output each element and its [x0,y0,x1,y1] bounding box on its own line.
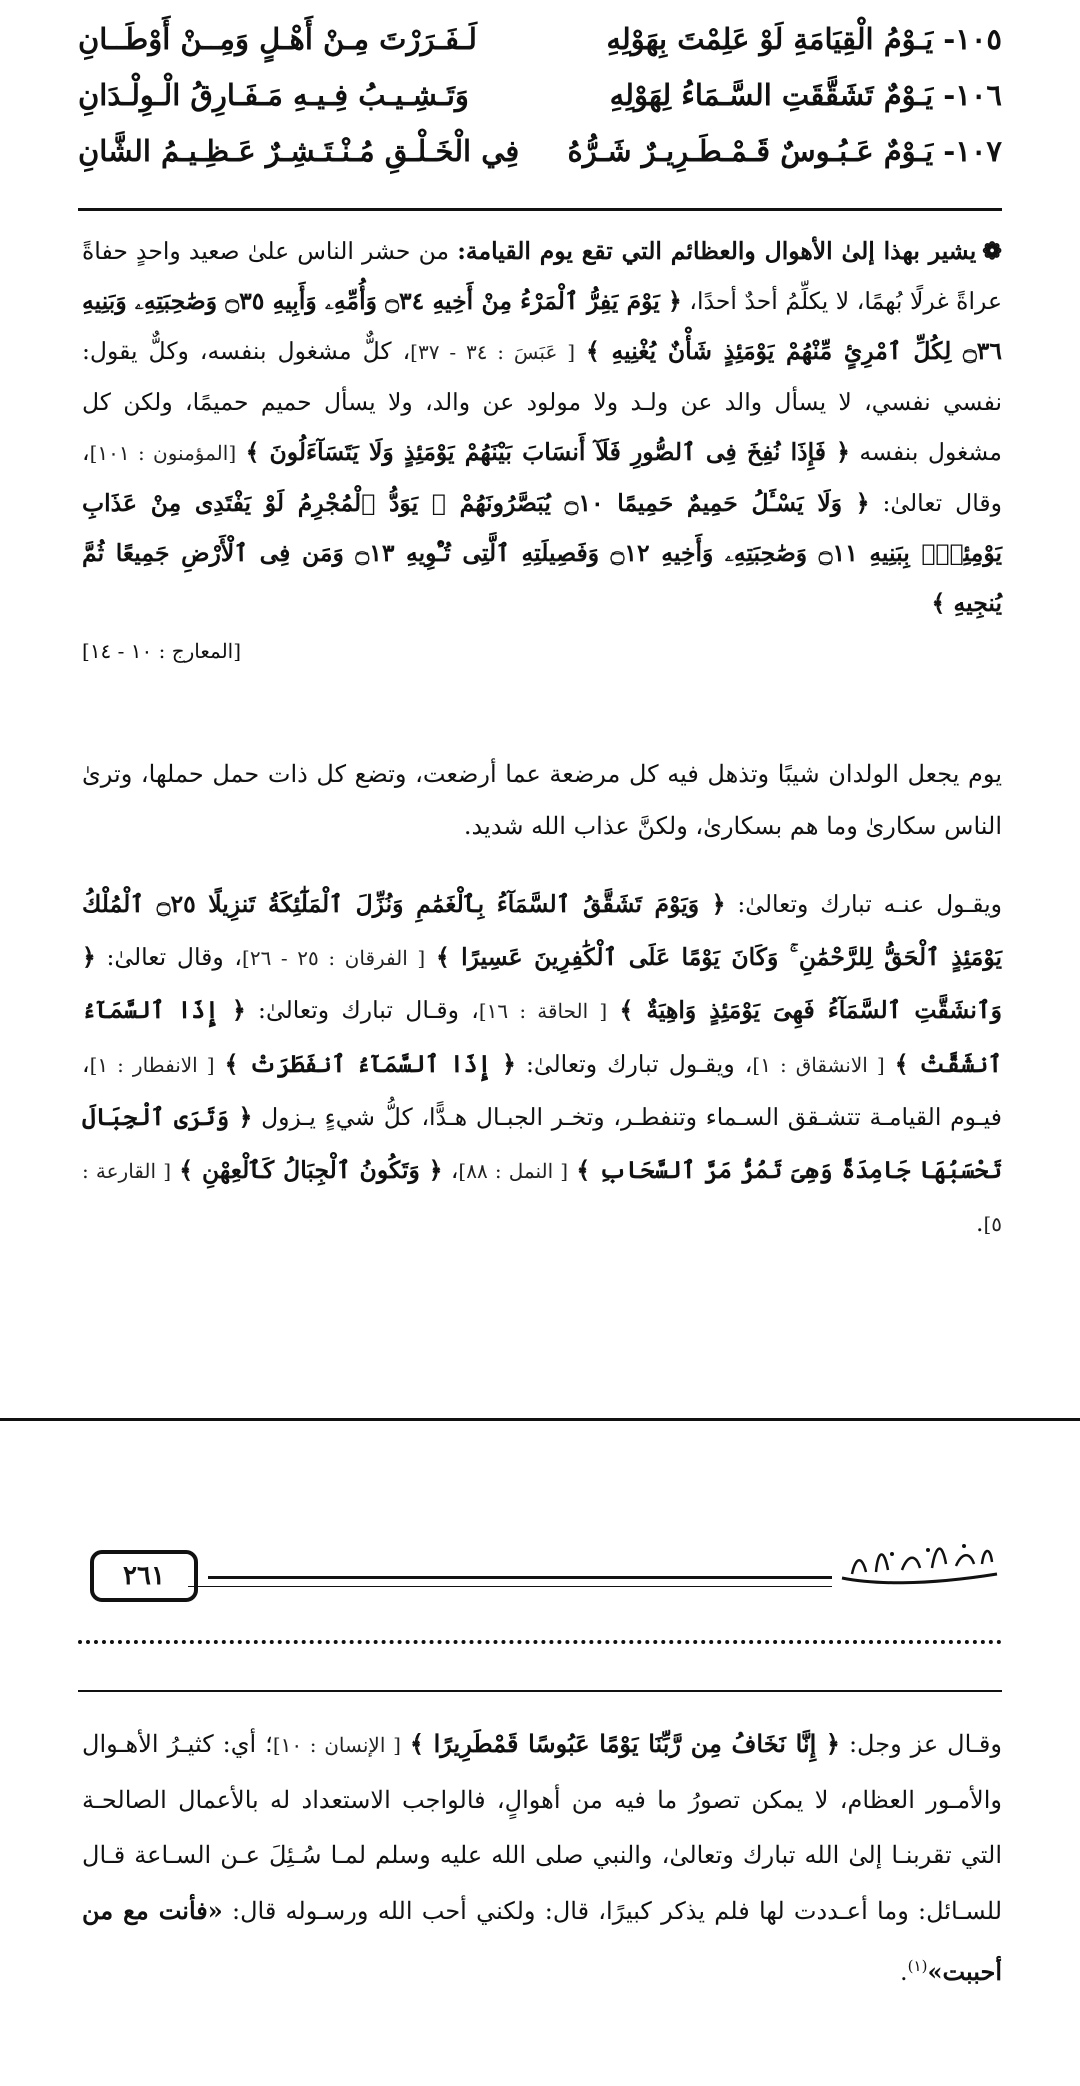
quran-reference: [ الفرقان : ٢٥ - ٢٦] [242,945,426,970]
paragraph-text: ، وقال تعالىٰ: [95,942,243,971]
quran-quote: ﴿ يَوْمَ يَفِرُّ ٱلْمَرْءُ مِنْ أَخِيهِ ۝٣٤ وَأُمِّهِۦ وَأَبِيهِ ۝٣٥ وَصَٰحِبَتِهِۦ وَبَنِيهِ ۝٣٦ لِكُلِّ ٱمْرِئٍ مِّنْهُمْ يَوْمَئِذٍ شَأْنٌ يُغْنِيهِ ﴾ [82,287,1002,365]
quran-quote: ﴿ وَٱنشَقَّتِ ٱلسَّمَآءُ فَهِىَ يَوْمَئِذٍ وَاهِيَةٌ ﴾ [82,942,1002,1024]
quran-reference: [ الحاقة : ١٦] [478,999,608,1023]
calligraphy-logo-icon [832,1534,1002,1594]
paragraph-text: ويقـول عنـه تبارك وتعالىٰ: [725,890,1002,918]
paragraph-text: ؛ أي: كثيـرُ الأهـوال والأمـور العظام، لا يمكن تصورُ ما فيه من أهوالٍ، فالواجب الاستعداد له بالأعمال الصالحـة التي تقربنـا إلىٰ الله تبارك وتعالىٰ، والنبي صلى الله عليه وسلم لمـا سُـئِلَ عـن السـاعة قـال للسـائل: وما أعـددت لها فلم يذكر كبيرًا، قال: ولكني أحب الله ورسـوله قال: [82,1730,1003,1925]
paragraph-text: . [975,1209,984,1237]
paragraph-text: ، [442,1155,459,1184]
book-title-calligraphy [832,1534,1002,1594]
header-rule-thin [188,1586,832,1587]
paragraph-text: ، وقـال تبارك وتعالىٰ: [245,996,479,1024]
paragraph-text: ، فيـوم القيامـة تتشـقق السـماء وتنفطـر، وتخـر الجبـال هـدًّا، كلُّ شيءٍ يـزول [82,1049,1003,1131]
quran-quote: ﴿ فَإِذَا نُفِخَ فِى ٱلصُّورِ فَلَآ أَنسَابَ بَيْنَهُمْ يَوْمَئِذٍ وَلَا يَتَسَآءَلُونَ ﴾ [245,438,850,466]
sky-splitting-paragraph [82,878,1002,1251]
header-rule [208,1576,832,1579]
verse-number: ١٠٥- [943,22,1002,56]
header-divider [78,1690,1002,1692]
quran-quote: ﴿ وَلَا يَسْـَٔلُ حَمِيمٌ حَمِيمًا ۝١٠ يُبَصَّرُونَهُمْ ۚ يَوَدُّ ٱلْمُجْرِمُ لَوْ يَفْتَدِى مِنْ عَذَابِ يَوْمِئِذٍۭ بِبَنِيهِ ۝١١ وَصَٰحِبَتِهِۦ وَأَخِيهِ ۝١٢ وَفَصِيلَتِهِ ٱلَّتِى تُـْٔوِيهِ ۝١٣ وَمَن فِى ٱلْأَرْضِ جَمِيعًا ثُمَّ يُنجِيهِ ﴾ [82,489,1002,617]
quran-reference: [ القارعة : ٥] [82,1158,1002,1236]
commentary-text: ، وقال تعالىٰ: [82,438,1002,517]
day-of-judgment-paragraph [82,748,1002,852]
verse-number: ١٠٧- [943,134,1002,168]
commentary-text: من حشر الناس علىٰ صعيد واحدٍ حفاةً عراةً غرلًا بُهمًا، لا يكلِّمُ أحدٌ أحدًا، [82,237,1002,315]
verse-second-hemistich: وَتَـشِـيـبُ فِـيـهِ مَـفَـارِقُ الْـوِلْـدَانِ [78,78,469,112]
closing-paragraph [82,1716,1002,2000]
paragraph-text: يوم يجعل الولدان شيبًا وتذهل فيه كل مرضعة عما أرضعت، وتضع كل ذات حمل حملها، وترىٰ الناس سكارىٰ وما هم بسكارىٰ، ولكنَّ عذاب الله شديد. [82,760,1002,840]
quran-quote: ﴿ إِنَّا نَخَافُ مِن رَّبِّنَا يَوْمًا عَبُوسًا قَمْطَرِيرًا ﴾ [409,1729,840,1758]
quran-quote: ﴿ وَتَرَى ٱلْجِبَالَ تَحْسَبُهَا جَامِدَةً وَهِىَ تَمُرُّ مَرَّ ٱلسَّحَابِ ﴾ [82,1103,1002,1184]
paragraph-text: . [900,1958,908,1986]
verse-first-hemistich [568,134,1002,168]
page-number: ٢٦١ [90,1550,198,1602]
footnote-marker: (١) [907,1957,928,1975]
verse-number: ١٠٦- [943,78,1002,112]
running-header [78,1530,1002,1610]
paragraph-text: وقـال عز وجل: [840,1730,1002,1758]
quran-reference: [المعارج : ١٠ - ١٤] [82,639,242,663]
verse-row [78,78,1002,134]
verse-row [78,22,1002,78]
quran-reference: [ الانفطار : ١] [89,1052,215,1077]
verse-second-hemistich: لَـفَـرَرْتَ مِـنْ أَهْـلٍ وَمِــنْ أَوْطَــانِ [78,22,477,56]
verse-first-text: يَـوْمُ الْقِيَامَةِ لَوْ عَلِمْتَ بِهَوْلِهِ [606,22,934,56]
poem-verses [78,22,1002,190]
flower-bullet-icon: ❁ [982,237,1002,265]
quran-quote: ﴿ وَتَكُونُ ٱلْجِبَالُ كَٱلْعِهْنِ ﴾ [179,1155,443,1184]
verses-divider [78,208,1002,211]
verse-first-hemistich [606,22,1002,56]
verse-second-hemistich: فِي الْخَـلْـقِ مُـنْـتَـشِـرٌ عَـظِـيـمُ الشَّانِ [78,134,520,168]
commentary-text: ، كلٌّ مشغول بنفسه، وكلٌّ يقول: نفسي نفسي، لا يسأل والد عن ولـد ولا مولود عن والد، ولا يسأل حميم حميمًا، ولكن كل مشغول بنفسه [82,337,1002,466]
paragraph-text: ، ويقـول تبارك وتعالىٰ: [515,1049,753,1078]
commentary-paragraph [82,226,1002,676]
commentary-lead: يشير بهذا إلىٰ الأهوال والعظائم التي تقع يوم القيامة: [457,237,977,265]
quran-reference: [ الإنسان : ١٠] [272,1733,401,1757]
quran-reference: [المؤمنون : ١٠١] [89,441,237,465]
quran-reference: [ الانشقاق : ١] [752,1052,885,1077]
verse-first-hemistich [610,78,1002,112]
verse-row [78,134,1002,190]
quran-quote: ﴿ إِذَا ٱلسَّمَآءُ ٱنفَطَرَتْ ﴾ [224,1049,516,1078]
page-break-line [0,1418,1080,1421]
dotted-divider [78,1640,1002,1644]
verse-first-text: يَـوْمٌ عَـبُـوسٌ قَـمْـطَـرِيـرٌ شَـرُّهُ [567,134,934,168]
quran-quote: ﴿ وَيَوْمَ تَشَقَّقُ ٱلسَّمَآءُ بِٱلْغَمَٰمِ وَنُزِّلَ ٱلْمَلَٰٓئِكَةُ تَنزِيلًا ۝٢٥ ٱلْمُلْكُ يَوْمَئِذٍ ٱلْحَقُّ لِلرَّحْمَٰنِ ۚ وَكَانَ يَوْمًا عَلَى ٱلْكَٰفِرِينَ عَسِيرًا ﴾ [82,890,1002,971]
quran-quote: ﴿ إِذَا ٱلسَّمَآءُ ٱنشَقَّتْ ﴾ [82,996,1002,1078]
quran-reference: [ النمل : ٨٨] [458,1158,569,1183]
quran-reference: [ عَبَسَ : ٣٤ - ٣٧] [410,340,576,364]
hadith-quote: «فأنت مع من أحببت» [82,1896,1002,1986]
verse-first-text: يَـوْمٌ تَشَقَّقَتِ السَّـمَاءُ لِهَوْلِهِ [609,78,934,112]
